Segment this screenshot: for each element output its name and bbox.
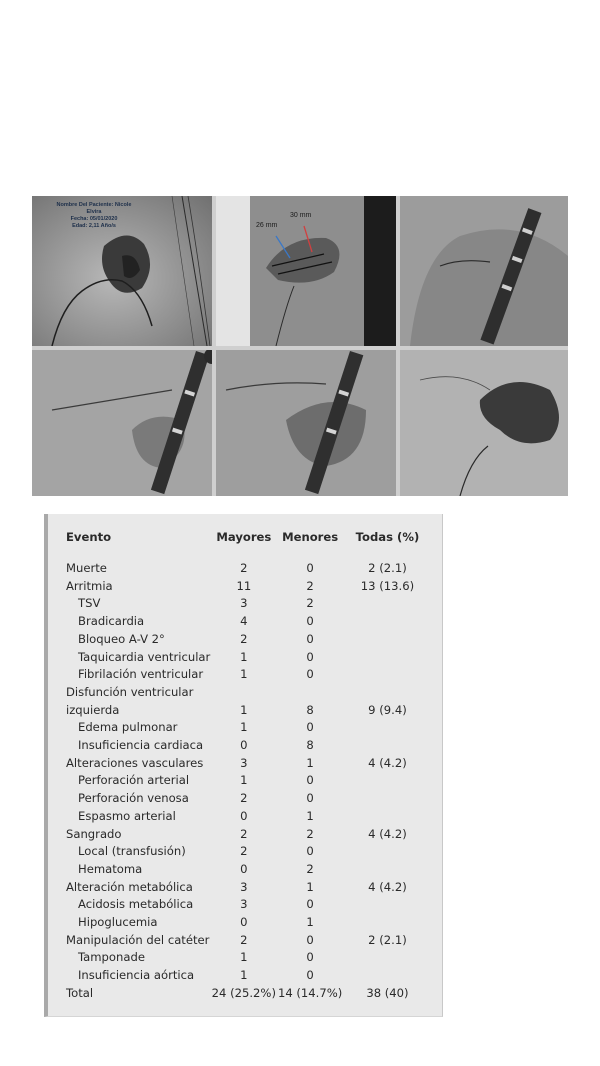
cell-todas [343,595,432,613]
header-evento: Evento [66,530,112,544]
cell-menores: 1 [306,879,314,894]
cell-evento: Manipulación del catéter [66,932,210,947]
cell-todas [343,613,432,631]
cell-evento: Espasmo arterial [78,808,176,823]
cell-todas [343,790,432,808]
table-row [66,861,432,879]
cell-evento: Perforación arterial [78,773,190,788]
cell-evento: Bradicardia [78,614,145,629]
cell-menores: 1 [306,915,314,930]
table-row [66,578,432,596]
angiogram-panel-5 [216,350,396,496]
table-row [66,719,432,737]
table-row [66,737,432,755]
cell-todas: 4 (4.2) [368,879,407,894]
cell-todas: 4 (4.2) [368,755,407,770]
cell-evento: Local (transfusión) [78,844,186,859]
cell-evento: Acidosis metabólica [78,897,194,912]
table-row [66,879,432,897]
table-row [66,560,432,578]
cell-mayores: 2 [240,791,248,806]
cell-mayores: 2 [240,932,248,947]
cell-evento: izquierda [66,702,120,717]
cell-evento: TSV [78,596,101,611]
cell-todas [343,808,432,826]
cell-mayores: 3 [240,897,248,912]
cell-menores: 0 [306,631,314,646]
cell-evento: Sangrado [66,826,122,841]
cell-mayores: 4 [240,614,248,629]
table-header-row [66,526,432,548]
header-menores: Menores [282,530,339,544]
cell-menores: 2 [306,861,314,876]
measurement-label: 26 mm [256,222,278,229]
cell-evento: Alteraciones vasculares [66,755,204,770]
cell-mayores: 24 (25.2%) [211,985,276,1000]
cell-menores: 0 [306,932,314,947]
angiogram-panel-3 [400,196,568,346]
cell-todas [343,861,432,879]
table-body [66,560,432,1003]
cell-menores [277,684,343,702]
cell-evento: Hematoma [78,861,143,876]
cell-evento: Edema pulmonar [78,720,178,735]
table-row [66,932,432,950]
cell-evento: Fibrilación ventricular [78,667,204,682]
cell-mayores: 2 [240,631,248,646]
cell-evento: Hipoglucemia [78,915,158,930]
cell-mayores: 11 [236,578,252,593]
cell-todas [343,896,432,914]
cell-mayores: 1 [240,667,248,682]
cell-mayores: 1 [240,968,248,983]
cell-menores: 2 [306,596,314,611]
table-row [66,772,432,790]
cell-todas [343,666,432,684]
cell-todas [343,914,432,932]
table-row [66,666,432,684]
cell-menores: 0 [306,791,314,806]
complications-table-card [44,514,443,1017]
cell-mayores: 1 [240,950,248,965]
cell-mayores: 3 [240,879,248,894]
cell-todas: 2 (2.1) [368,932,407,947]
cell-todas [343,949,432,967]
cell-evento: Bloqueo A-V 2° [78,631,165,646]
cell-menores: 0 [306,667,314,682]
table-row [66,790,432,808]
cell-menores: 2 [306,826,314,841]
angiogram-panel-2 [216,196,396,346]
cell-todas [343,737,432,755]
angiogram-panel-1 [32,196,212,346]
cell-menores: 8 [306,738,314,753]
patient-info-overlay: Nombre Del Paciente: Nicole Elvira Fecha: 05/01/2020 Edad: 2,11 Año/s [56,202,132,229]
cell-menores: 0 [306,561,314,575]
table-row [66,631,432,649]
cell-mayores: 1 [240,702,248,717]
complications-table [66,526,432,1003]
cell-menores: 2 [306,578,314,593]
cell-todas [343,719,432,737]
table-row [66,914,432,932]
table-row [66,702,432,720]
cell-evento: Insuficiencia cardiaca [78,738,204,753]
cell-mayores: 0 [240,915,248,930]
cell-menores: 0 [306,720,314,735]
cell-todas [343,649,432,667]
cell-evento: Muerte [66,561,107,575]
table-row [66,985,432,1003]
cell-todas [343,772,432,790]
table-row [66,755,432,773]
measurement-label: 30 mm [290,212,312,219]
cell-mayores [210,684,277,702]
cell-todas [343,843,432,861]
cell-menores: 0 [306,844,314,859]
cell-evento: Taquicardia ventricular [78,649,211,664]
table-row [66,896,432,914]
cell-menores: 8 [306,702,314,717]
cell-menores: 1 [306,808,314,823]
table-row [66,684,432,702]
table-row [66,649,432,667]
angiogram-panel-6 [400,350,568,496]
cell-menores: 0 [306,649,314,664]
table-row [66,949,432,967]
cell-mayores: 1 [240,773,248,788]
cell-todas: 9 (9.4) [368,702,407,717]
angiogram-panel-4 [32,350,212,496]
cell-menores: 0 [306,614,314,629]
cell-mayores: 3 [240,755,248,770]
cell-evento: Perforación venosa [78,791,189,806]
cell-menores: 0 [306,773,314,788]
cell-mayores: 2 [240,844,248,859]
header-todas: Todas (%) [355,530,420,544]
cell-evento: Disfunción ventricular [66,684,194,699]
cell-mayores: 0 [240,861,248,876]
cell-menores: 0 [306,897,314,912]
cell-todas [343,631,432,649]
table-row [66,808,432,826]
cell-evento: Arritmia [66,578,113,593]
table-row [66,843,432,861]
cell-menores: 0 [306,950,314,965]
table-row [66,826,432,844]
cell-evento: Insuficiencia aórtica [78,968,195,983]
table-row [66,595,432,613]
header-mayores: Mayores [216,530,272,544]
cell-todas: 2 (2.1) [368,561,407,575]
cell-mayores: 2 [240,826,248,841]
angiography-figure [32,196,568,496]
cell-todas: 4 (4.2) [368,826,407,841]
cell-mayores: 0 [240,738,248,753]
cell-todas [343,967,432,985]
cell-mayores: 1 [240,720,248,735]
cell-menores: 14 (14.7%) [277,985,343,1000]
table-row [66,613,432,631]
cell-evento: Alteración metabólica [66,879,193,894]
cell-evento: Tamponade [78,950,145,965]
cell-menores: 0 [306,968,314,983]
cell-mayores: 0 [240,808,248,823]
cell-evento: Total [66,985,94,1000]
table-row [66,967,432,985]
cell-todas [343,684,432,702]
cell-mayores: 2 [240,561,248,575]
cell-menores: 1 [306,755,314,770]
cell-todas: 13 (13.6) [360,578,415,593]
cell-mayores: 1 [240,649,248,664]
cell-mayores: 3 [240,596,248,611]
cell-todas: 38 (40) [366,985,409,1000]
